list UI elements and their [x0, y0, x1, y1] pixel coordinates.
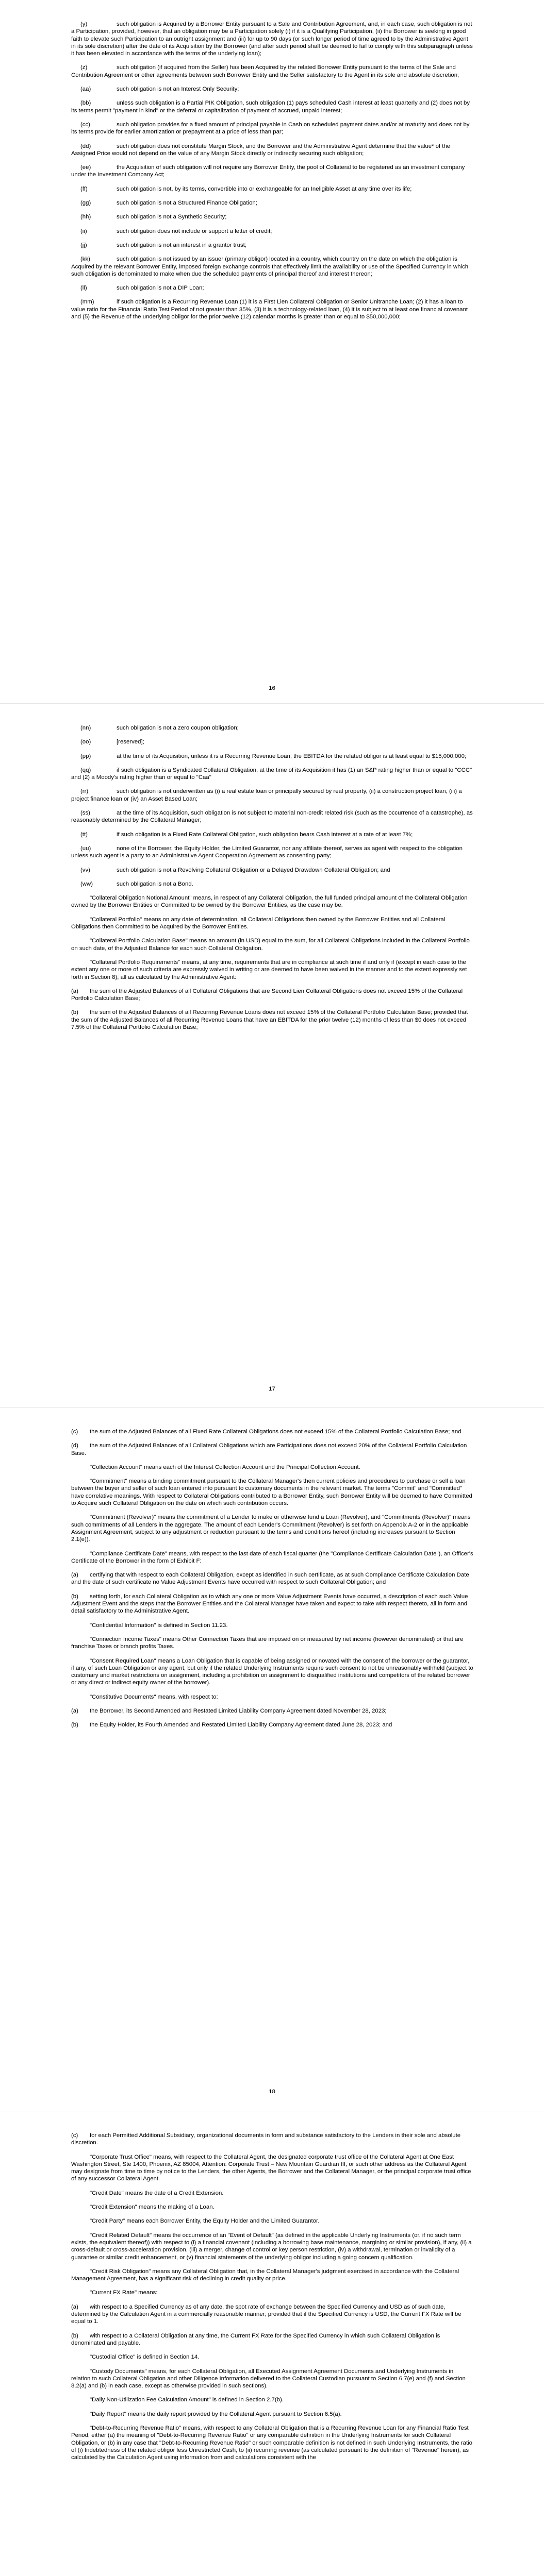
list-item	[71, 185, 473, 193]
paragraph-text: "Collateral Portfolio Calculation Base" means an amount (in USD) equal to the sum, for all Collateral Obligations included in the Collateral Portfolio on such date, of the Adjusted Balance for each such Collateral Obligation.	[71, 938, 470, 952]
paragraph-text: "Collection Account" means each of the Interest Collection Account and the Principal Collection Account.	[90, 1464, 360, 1470]
definition-paragraph	[71, 1514, 473, 1543]
paragraph-text: "Corporate Trust Office" means, with respect to the Collateral Agent, the designated corporate trust office of the Collateral Agent at One East Washington Street, Ste 1400, Phoenix, AZ 85004, Attention: Corporate Trust – New Mountain Guardian III, or such other address as the Collateral Agent may designate from time to time by notice to the Lenders, the other Agents, the Borrower and the Collateral Manager, or the principal corporate trust office of any successor Collateral Agent.	[71, 2154, 471, 2182]
paragraph-text: such obligation (if acquired from the Seller) has been Acquired by the related Borrower Entity pursuant to the terms of the Sale and Contribution Agreement or other agreements between such Borrower Entity and the Seller satisfactory to the Agent in its sole and absolute discretion;	[71, 64, 459, 78]
paragraph-text: "Daily Report" means the daily report provided by the Collateral Agent pursuant to Section 6.5(a).	[90, 2411, 342, 2417]
clause-label: (c)	[71, 2132, 78, 2139]
page-number: 18	[269, 2089, 275, 2095]
definition-paragraph	[71, 1622, 473, 1629]
paragraph-text: "Constitutive Documents" means, with respect to:	[90, 1693, 218, 1700]
paragraph-text: "Confidential Information" is defined in Section 11.23.	[90, 1622, 228, 1629]
clause-label: (bb)	[80, 100, 91, 107]
clause-label: (ss)	[80, 810, 90, 817]
paragraph-text: such obligation is not an interest in a grantor trust;	[117, 242, 247, 248]
clause-label: (y)	[80, 21, 88, 27]
definition-paragraph	[71, 2190, 473, 2197]
paragraph-text: "Collateral Portfolio" means on any date of determination, all Collateral Obligations then owned by the Borrower Entities and all Collateral Obligations then Committed to be Acquired by the Borrower Entities.	[71, 916, 446, 930]
sub-clause	[71, 1593, 473, 1615]
sub-clause	[71, 2303, 473, 2326]
list-item	[71, 228, 473, 235]
clause-label: (aa)	[80, 86, 91, 93]
paragraph-text: "Commitment (Revolver)" means the commitment of a Lender to make or otherwise fund a Loan (Revolver), and "Commitments (Revolver)" means such commitments of all Lenders in the aggregate. The amount of each Lender's Commitment (Revolver) is set forth on Appendix A-2 or in the applicable Assignment Agreement, subject to any adjustment or reduction pursuant to the terms and conditions hereof (including increases pursuant to Section 2.1(e)).	[71, 1514, 471, 1543]
clause-label: (a)	[71, 2303, 78, 2310]
clause-label: (uu)	[80, 845, 91, 852]
clause-label: (b)	[71, 1593, 78, 1600]
clause-label: (ee)	[80, 164, 91, 171]
clause-label: (dd)	[80, 143, 91, 149]
paragraph-text: with respect to a Collateral Obligation at any time, the Current FX Rate for the Specified Currency in which such Collateral Obligation is denominated and payable.	[71, 2332, 440, 2346]
list-item	[71, 242, 473, 249]
definition-paragraph	[71, 1636, 473, 1651]
list-item	[71, 738, 473, 745]
paragraph-text: such obligation is not a Bond.	[117, 880, 193, 887]
list-item	[71, 867, 473, 874]
list-item	[71, 724, 473, 732]
paragraph-text: "Connection Income Taxes" means Other Connection Taxes that are imposed on or measured by net income (however denominated) or that are franchise Taxes or branch profits Taxes.	[71, 1636, 464, 1650]
clause-label: (c)	[71, 1429, 78, 1435]
clause-label: (ff)	[80, 185, 88, 192]
clause-label: (b)	[71, 1009, 78, 1016]
paragraph-text: at the time of its Acquisition, such obligation is not subject to material non-credit related risk (such as the occurrence of a catastrophe), as reasonably determined by the Collateral Manager;	[71, 810, 473, 824]
definition-paragraph	[71, 2268, 473, 2283]
definition-paragraph	[71, 2232, 473, 2261]
list-item	[71, 298, 473, 320]
paragraph-text: the sum of the Adjusted Balances of all Fixed Rate Collateral Obligations does not exceed 15% of the Collateral Portfolio Calculation Base; and	[90, 1429, 461, 1435]
definition-paragraph	[71, 2368, 473, 2390]
list-item	[71, 767, 473, 782]
paragraph-text: such obligation is not a Structured Finance Obligation;	[117, 200, 257, 207]
paragraph-text: "Collateral Obligation Notional Amount" means, in respect of any Collateral Obligation, the full funded principal amount of the Collateral Obligation owned by the Borrower Entities or Committed to be owned by the Borrower Entities, as the case may be.	[71, 895, 468, 909]
clause-label: (gg)	[80, 200, 91, 207]
paragraph-text: such obligation is not a Revolving Collateral Obligation or a Delayed Drawdown Collateral Obligation; and	[117, 867, 390, 873]
paragraph-text: [reserved];	[117, 739, 144, 745]
paragraph-text: "Debt-to-Recurring Revenue Ratio" means, with respect to any Collateral Obligation that is a Recurring Revenue Loan for any Financial Ratio Test Period, either (a) the meaning of "Debt-to-Recurring Revenue Ratio" or any comparable definition in the Underlying Instruments for such Collateral Obligation, or (b) in any case that "Debt-to-Recurring Revenue Ratio" or such comparable definition is not defined in such Underlying Instruments, the ratio of (i) Indebtedness of the related obligor less Unrestricted Cash, to (ii) recurring revenue (as calculated pursuant to the definition of "Revenue" herein), as calculated by the Calculation Agent using information from and calculations consistent with the	[71, 2425, 472, 2461]
clause-label: (vv)	[80, 867, 90, 873]
list-item	[71, 164, 473, 179]
list-item	[71, 21, 473, 57]
list-item	[71, 831, 473, 838]
page-19-body	[71, 2132, 473, 2468]
page-17	[0, 704, 544, 1407]
clause-label: (b)	[71, 2332, 78, 2339]
definition-paragraph	[71, 2411, 473, 2418]
clause-label: (tt)	[80, 831, 88, 838]
list-item	[71, 86, 473, 93]
paragraph-text: such obligation does not include or support a letter of credit;	[117, 228, 272, 234]
definition-paragraph	[71, 1550, 473, 1565]
list-item	[71, 213, 473, 221]
clause-label: (nn)	[80, 725, 91, 731]
paragraph-text: "Daily Non-Utilization Fee Calculation Amount" is defined in Section 2.7(b).	[90, 2397, 284, 2403]
paragraph-text: such obligation is not issued by an issuer (primary obligor) located in a country, which country on the date on which the obligation is Acquired by the relevant Borrower Entity, imposed foreign exchange controls that effectively limit the availability or use of the Specified Currency in which such obligation is denominated to make when due the scheduled payments of principal thereof and interest thereon;	[71, 256, 469, 277]
paragraph-text: "Consent Required Loan" means a Loan Obligation that is capable of being assigned or novated with the consent of the borrower or the guarantor, if any, of such Loan Obligation or any agent, but only if the related Underlying Instruments require such consent to not be unreasonably withheld (subject to customary and market restrictions on assignment, including a prohibition on assignment to disqualified institutions and competitors of the related borrower or any direct or indirect equity owner of the borrower).	[71, 1657, 473, 1686]
paragraph-text: the sum of the Adjusted Balances of all Recurring Revenue Loans does not exceed 15% of the Collateral Portfolio Calculation Base; provided that the sum of the Adjusted Balances of all Recurring Revenue Loans that have an EBITDA for the prior twelve (12) months of less than $0 does not exceed 7.5% of the Collateral Portfolio Calculation Base;	[71, 1009, 468, 1031]
definition-paragraph	[71, 916, 473, 931]
paragraph-text: such obligation is not a zero coupon obligation;	[117, 725, 239, 731]
paragraph-text: the Borrower, its Second Amended and Restated Limited Liability Company Agreement dated November 28, 2023;	[90, 1708, 387, 1715]
clause-label: (a)	[71, 988, 78, 994]
paragraph-text: the sum of the Adjusted Balances of all Collateral Obligations which are Participations does not exceed 20% of the Collateral Portfolio Calculation Base.	[71, 1443, 467, 1456]
paragraph-text: the Equity Holder, its Fourth Amended and Restated Limited Liability Company Agreement dated June 28, 2023; and	[90, 1722, 392, 1728]
definition-paragraph	[71, 2154, 473, 2183]
paragraph-text: such obligation is not, by its terms, convertible into or exchangeable for an Ineligible Asset at any time over its life;	[117, 185, 412, 192]
paragraph-text: the sum of the Adjusted Balances of all Collateral Obligations that are Second Lien Collateral Obligations does not exceed 15% of the Collateral Portfolio Calculation Base;	[71, 988, 463, 1002]
paragraph-text: "Custodial Office" is defined in Section 14.	[90, 2354, 200, 2361]
list-item	[71, 809, 473, 824]
sub-clause	[71, 1442, 473, 1457]
list-item	[71, 143, 473, 158]
clause-label: (d)	[71, 1443, 78, 1449]
definition-paragraph	[71, 959, 473, 981]
list-item	[71, 64, 473, 79]
clause-label: (oo)	[80, 739, 91, 745]
clause-label: (mm)	[80, 299, 94, 306]
sub-clause	[71, 1571, 473, 1586]
list-item	[71, 753, 473, 760]
paragraph-text: such obligation is not underwritten as (i) a real estate loan or principally secured by real property, (ii) a construction project loan, (iii) a project finance loan or (iv) an Asset Based Loan;	[71, 788, 462, 802]
paragraph-text: the Acquisition of such obligation will not require any Borrower Entity, the pool of Collateral to be registered as an investment company under the Investment Company Act;	[71, 164, 465, 178]
paragraph-text: at the time of its Acquisition, unless it is a Recurring Revenue Loan, the EBITDA for the related obligor is at least equal to $15,000,000;	[117, 753, 467, 759]
paragraph-text: certifying that with respect to each Collateral Obligation, except as identified in such certificate, as at such Compliance Certificate Calculation Date and the date of such certificate no Value Adjustment Events have occurred with respect to such Collateral Obligation; and	[71, 1572, 469, 1586]
sub-clause	[71, 988, 473, 1003]
clause-label: (hh)	[80, 214, 91, 221]
list-item	[71, 880, 473, 888]
clause-label: (pp)	[80, 753, 91, 759]
paragraph-text: if such obligation is a Syndicated Collateral Obligation, at the time of its Acquisition it has (1) an S&P rating higher than or equal to "CCC" and (2) a Moody's rating higher than or equal to "Caa"	[71, 767, 472, 781]
paragraph-text: "Credit Related Default" means the occurrence of an "Event of Default" (as defined in the applicable Underlying Instruments (or, if no such term exists, the equivalent thereof)) with respect to (i) a financial covenant (including a borrowing base maintenance, margining or similar provision), if any, (ii) a cross-default or cross-acceleration provision, (iii) a merger, change of control or key person restriction, (iv) a withdrawal, termination or invalidity of a guarantee or similar credit enhancement, or (v) financial statements of the underlying obligor including a going concern qualification.	[71, 2232, 472, 2261]
definition-paragraph	[71, 2217, 473, 2225]
paragraph-text: setting forth, for each Collateral Obligation as to which any one or more Value Adjustment Events have occurred, a description of each such Value Adjustment Event and the steps that the Borrower Entities and the Collateral Manager have taken and expect to take with respect thereto, all in form and detail satisfactory to the Administrative Agent.	[71, 1593, 468, 1615]
definition-paragraph	[71, 937, 473, 952]
paragraph-text: such obligation is not a DIP Loan;	[117, 285, 204, 292]
clause-label: (ii)	[80, 228, 87, 234]
paragraph-text: such obligation provides for a fixed amount of principal payable in Cash on scheduled payment dates and/or at maturity and does not by its terms provide for earlier amortization or prepayment at a price of less than par;	[71, 121, 470, 135]
paragraph-text: if such obligation is a Recurring Revenue Loan (1) it is a First Lien Collateral Obligation or Senior Unitranche Loan; (2) it has a loan to value ratio for the Financial Ratio Test Period of not greater than 35%, (3) it is a technology-related loan, (4) it is subject to at least one financial covenant and (5) the Revenue of the underlying obligor for the prior twelve (12) calendar months is greater than or equal to $50,000,000;	[71, 299, 468, 320]
clause-label: (qq)	[80, 767, 91, 773]
paragraph-text: such obligation is Acquired by a Borrower Entity pursuant to a Sale and Contribution Agreement, and, in each case, such obligation is not a Participation, provided, however, that an obligation may be a Participation solely (i) if it is a Qualifying Participation, (ii) the Borrower is seeking in good faith to elevate such Participation to an outright assignment and (iii) for up to 90 days (or such longer period of time agreed to by the Administrative Agent in its sole discretion) after the date of its Acquisition by the Borrower (and after such period shall be deemed to fail to comply with this subparagraph unless it has been elevated in accordance with the terms of the underlying loan);	[71, 21, 473, 57]
definition-paragraph	[71, 2204, 473, 2211]
clause-label: (z)	[80, 64, 88, 71]
page-16-body	[71, 21, 473, 327]
definition-paragraph	[71, 894, 473, 909]
page-17-body	[71, 724, 473, 1038]
clause-label: (rr)	[80, 788, 89, 795]
clause-label: (a)	[71, 1572, 78, 1579]
clause-label: (ww)	[80, 880, 93, 887]
clause-label: (a)	[71, 1708, 78, 1715]
page-16	[0, 0, 544, 703]
definition-paragraph	[71, 1464, 473, 1471]
paragraph-text: "Current FX Rate" means:	[90, 2290, 158, 2296]
clause-label: (cc)	[80, 121, 90, 128]
list-item	[71, 256, 473, 278]
definition-paragraph	[71, 1693, 473, 1701]
page-number: 16	[269, 685, 275, 691]
paragraph-text: "Collateral Portfolio Requirements" means, at any time, requirements that are in compliance at such time if and only if (except in each case to the extent any one or more of such criteria are expressly waived in writing or are deemed to have been waived in the manner and to the extent expressly set forth in Section 8), all as calculated by the Administrative Agent:	[71, 959, 467, 980]
sub-clause	[71, 2332, 473, 2347]
definition-paragraph	[71, 2396, 473, 2403]
sub-clause	[71, 1707, 473, 1715]
sub-clause	[71, 1009, 473, 1031]
paragraph-text: "Credit Party" means each Borrower Entity, the Equity Holder and the Limited Guarantor.	[90, 2218, 320, 2225]
page-18	[0, 1408, 544, 2111]
list-item	[71, 99, 473, 114]
definition-paragraph	[71, 1657, 473, 1687]
paragraph-text: "Credit Date" means the date of a Credit Extension.	[90, 2190, 224, 2196]
paragraph-text: such obligation does not constitute Margin Stock, and the Borrower and the Administrative Agent determine that the value* of the Assigned Price would not depend on the value of any Margin Stock directly or indirectly securing such obligation;	[71, 143, 451, 157]
list-item	[71, 121, 473, 136]
list-item	[71, 284, 473, 292]
paragraph-text: with respect to a Specified Currency as of any date, the spot rate of exchange between the Specified Currency and USD as of such date, determined by the Calculation Agent in a commercially reasonable manner; provided that if the Specified Currency is USD, the Current FX Rate will be equal to 1.	[71, 2303, 461, 2325]
paragraph-text: "Compliance Certificate Date" means, with respect to the last date of each fiscal quarter (the "Compliance Certificate Calculation Date"), an Officer's Certificate of the Borrower in the form of Exhibit F:	[71, 1550, 473, 1564]
definition-paragraph	[71, 2353, 473, 2361]
definition-paragraph	[71, 1478, 473, 1507]
paragraph-text: for each Permitted Additional Subsidiary, organizational documents in form and substance satisfactory to the Lenders in their sole and absolute discretion.	[71, 2132, 461, 2146]
paragraph-text: unless such obligation is a Partial PIK Obligation, such obligation (1) pays scheduled Cash interest at least quarterly and (2) does not by its terms permit "payment in kind" or the deferral or capitalization of payment of accrued, unpaid interest;	[71, 100, 470, 114]
paragraph-text: "Commitment" means a binding commitment pursuant to the Collateral Manager's then current policies and procedures to purchase or sell a loan between the buyer and seller of such loan entered into pursuant to customary documents in the relevant market. The terms "Commit" and "Committed" have correlative meanings. With respect to Collateral Obligations contributed to a Borrower Entity, such Borrower Entity will be deemed to have Committed to Acquire such Collateral Obligation on the date on which such contribution occurs.	[71, 1478, 472, 1507]
paragraph-text: "Credit Risk Obligation" means any Collateral Obligation that, in the Collateral Manager's judgment exercised in accordance with the Collateral Management Agreement, has a significant risk of declining in credit quality or price.	[71, 2268, 459, 2282]
list-item	[71, 199, 473, 207]
sub-clause	[71, 1428, 473, 1435]
paragraph-text: none of the Borrower, the Equity Holder, the Limited Guarantor, nor any affiliate thereof, serves as agent with respect to the obligation unless such agent is a party to an Administrative Agent Cooperation Agreement as consenting party;	[71, 845, 463, 859]
page-19	[0, 2111, 544, 2576]
paragraph-text: "Credit Extension" means the making of a Loan.	[90, 2204, 215, 2211]
clause-label: (jj)	[80, 242, 87, 248]
definition-paragraph	[71, 2289, 473, 2296]
paragraph-text: if such obligation is a Fixed Rate Collateral Obligation, such obligation bears Cash interest at a rate of at least 7%;	[117, 831, 413, 838]
clause-label: (b)	[71, 1722, 78, 1728]
sub-clause	[71, 2132, 473, 2147]
clause-label: (kk)	[80, 256, 90, 263]
paragraph-text: such obligation is not an Interest Only Security;	[117, 86, 239, 93]
paragraph-text: such obligation is not a Synthetic Security;	[117, 214, 227, 221]
paragraph-text: "Custody Documents" means, for each Collateral Obligation, all Executed Assignment Agreement Documents and Underlying Instruments in relation to such Collateral Obligation and other Diligence Information delivered to the Collateral Custodian pursuant to Section 6.7(e) and (f) and Section 8.2(a) and (b) in each case, except as otherwise provided in such sections).	[71, 2368, 466, 2389]
list-item	[71, 845, 473, 860]
clause-label: (ll)	[80, 285, 87, 292]
page-number: 17	[269, 1386, 275, 1392]
list-item	[71, 788, 473, 803]
page-18-body	[71, 1428, 473, 1736]
definition-paragraph	[71, 2425, 473, 2461]
sub-clause	[71, 1721, 473, 1728]
